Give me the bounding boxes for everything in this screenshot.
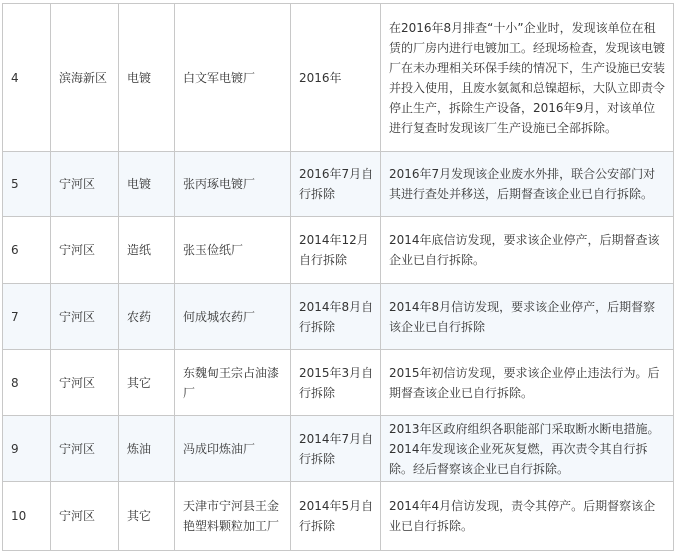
row-number: 7 [3, 284, 51, 350]
description-cell: 2014年底信访发现，要求该企业停产，后期督查该企业已自行拆除。 [381, 217, 674, 284]
district-cell: 宁河区 [51, 416, 119, 482]
description-cell: 2014年8月信访发现，要求该企业停产，后期督察该企业已自行拆除 [381, 284, 674, 350]
row-number: 4 [3, 4, 51, 152]
table-row [3, 284, 674, 350]
status-cell: 2014年8月自行拆除 [291, 284, 381, 350]
description-cell: 在2016年8月排查“十小”企业时，发现该单位在租赁的厂房内进行电镀加工。经现场检查，发现该电镀厂在未办理相关环保手续的情况下，生产设施已安装并投入使用，且废水氨氮和总镍超标，大队立即责令停止生产，拆除生产设备，2016年9月，对该单位进行复查时发现该厂生产设施已全部拆除。 [381, 4, 674, 152]
industry-cell: 其它 [119, 482, 175, 551]
industry-cell: 其它 [119, 350, 175, 416]
district-cell: 宁河区 [51, 152, 119, 217]
status-cell: 2014年5月自行拆除 [291, 482, 381, 551]
district-cell: 滨海新区 [51, 4, 119, 152]
district-cell: 宁河区 [51, 350, 119, 416]
description-cell: 2016年7月发现该企业废水外排，联合公安部门对其进行查处并移送，后期督查该企业已自行拆除。 [381, 152, 674, 217]
industry-cell: 炼油 [119, 416, 175, 482]
description-cell: 2014年4月信访发现，责令其停产。后期督察该企业已自行拆除。 [381, 482, 674, 551]
enterprise-name-cell: 何成城农药厂 [175, 284, 291, 350]
district-cell: 宁河区 [51, 217, 119, 284]
row-number: 10 [3, 482, 51, 551]
description-cell: 2015年初信访发现，要求该企业停止违法行为。后期督查该企业已自行拆除。 [381, 350, 674, 416]
description-cell: 2013年区政府组织各职能部门采取断水断电措施。2014年发现该企业死灰复燃，再次责令其自行拆除。经后督察该企业已自行拆除。 [381, 416, 674, 482]
status-cell: 2016年7月自行拆除 [291, 152, 381, 217]
status-cell: 2014年7月自行拆除 [291, 416, 381, 482]
enterprise-name-cell: 张丙琢电镀厂 [175, 152, 291, 217]
status-cell: 2016年 [291, 4, 381, 152]
table-row [3, 217, 674, 284]
table-row [3, 4, 674, 152]
row-number: 9 [3, 416, 51, 482]
district-cell: 宁河区 [51, 284, 119, 350]
table-row [3, 416, 674, 482]
industry-cell: 电镀 [119, 152, 175, 217]
enterprise-name-cell: 东魏甸王宗占油漆厂 [175, 350, 291, 416]
enterprise-name-cell: 天津市宁河县王金艳塑料颗粒加工厂 [175, 482, 291, 551]
status-cell: 2015年3月自行拆除 [291, 350, 381, 416]
enterprise-name-cell: 白文军电镀厂 [175, 4, 291, 152]
industry-cell: 农药 [119, 284, 175, 350]
table-row [3, 152, 674, 217]
table-row [3, 350, 674, 416]
row-number: 5 [3, 152, 51, 217]
industry-cell: 造纸 [119, 217, 175, 284]
district-cell: 宁河区 [51, 482, 119, 551]
enterprise-table [2, 3, 674, 551]
status-cell: 2014年12月自行拆除 [291, 217, 381, 284]
enterprise-name-cell: 冯成印炼油厂 [175, 416, 291, 482]
table-row [3, 482, 674, 551]
row-number: 6 [3, 217, 51, 284]
enterprise-name-cell: 张玉俭纸厂 [175, 217, 291, 284]
industry-cell: 电镀 [119, 4, 175, 152]
row-number: 8 [3, 350, 51, 416]
